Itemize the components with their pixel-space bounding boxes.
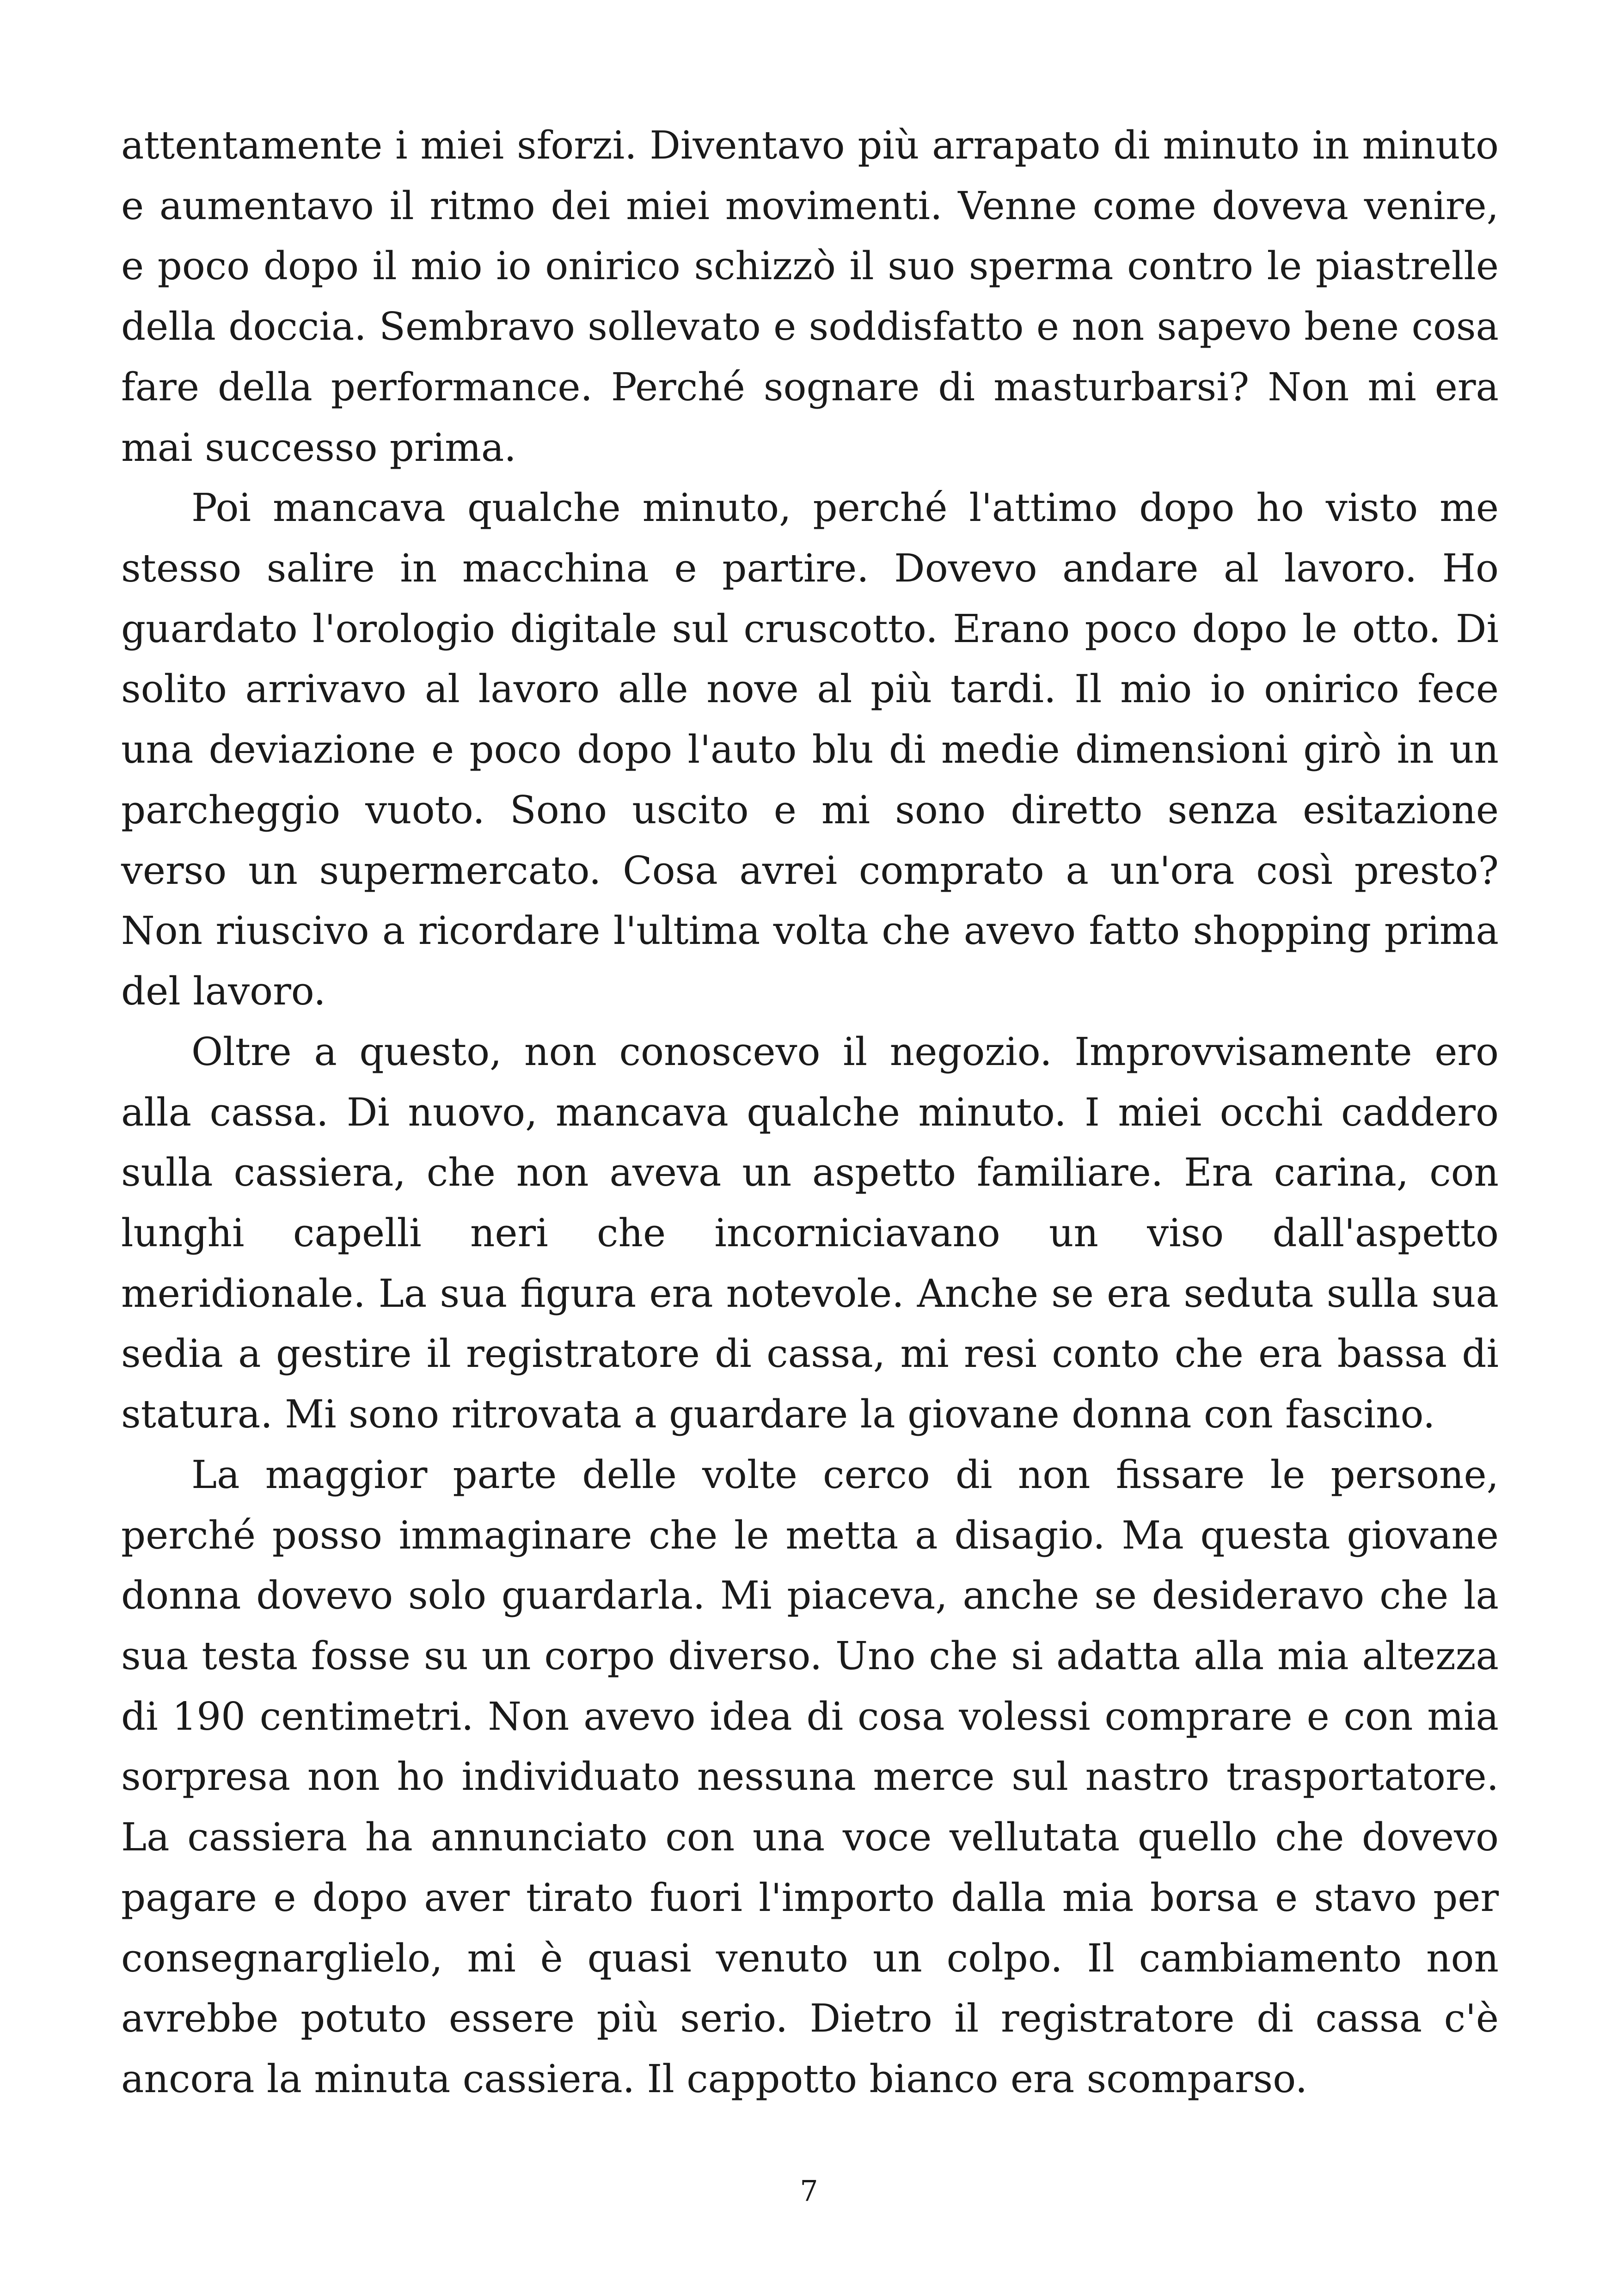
paragraph-2: Poi mancava qualche minuto, perché l'attimo dopo ho visto me stesso salire in macchina e partire. Dovevo andare al lavoro. Ho guardato l'orologio digitale sul cruscotto. Erano poco dopo le otto. Di solito arrivavo al lavoro alle nove al più tardi. Il mio io onirico fece una deviazione e poco dopo l'auto blu di medie dimensioni girò in un parcheggio vuoto. Sono uscito e mi sono diretto senza esitazione verso un supermercato. Cosa avrei comprato a un'ora così presto? Non riuscivo a ricordare l'ultima volta che avevo fatto shopping prima del lavoro.: [121, 485, 1499, 1014]
paragraph-3: Oltre a questo, non conoscevo il negozio. Improvvisamente ero alla cassa. Di nuovo, mancava qualche minuto. I miei occhi caddero sulla cassiera, che non aveva un aspetto familiare. Era carina, con lunghi capelli neri che incorniciavano un viso dall'aspetto meridionale. La sua figura era notevole. Anche se era seduta sulla sua sedia a gestire il registratore di cassa, mi resi conto che era bassa di statura. Mi sono ritrovata a guardare la giovane donna con fascino.: [121, 1029, 1499, 1437]
body-text: [121, 116, 1499, 2110]
paragraph-1: attentamente i miei sforzi. Diventavo più arrapato di minuto in minuto e aumentavo il ritmo dei miei movimenti. Venne come doveva venire, e poco dopo il mio io onirico schizzò il suo sperma contro le piastrelle della doccia. Sembravo sollevato e soddisfatto e non sapevo bene cosa fare della performance. Perché sognare di masturbarsi? Non mi era mai successo prima.: [121, 123, 1499, 470]
paragraph-4: La maggior parte delle volte cerco di non fissare le persone, perché posso immaginare che le metta a disagio. Ma questa giovane donna dovevo solo guardarla. Mi piaceva, anche se desideravo che la sua testa fosse su un corpo diverso. Uno che si adatta alla mia altezza di 190 centimetri. Non avevo idea di cosa volessi comprare e con mia sorpresa non ho individuato nessuna merce sul nastro trasportatore. La cassiera ha annunciato con una voce vellutata quello che dovevo pagare e dopo aver tirato fuori l'importo dalla mia borsa e stavo per consegnarglielo, mi è quasi venuto un colpo. Il cambiamento non avrebbe potuto essere più serio. Dietro il registratore di cassa c'è ancora la minuta cassiera. Il cappotto bianco era scomparso.: [121, 1452, 1499, 2101]
page-number: 7: [800, 2174, 818, 2208]
